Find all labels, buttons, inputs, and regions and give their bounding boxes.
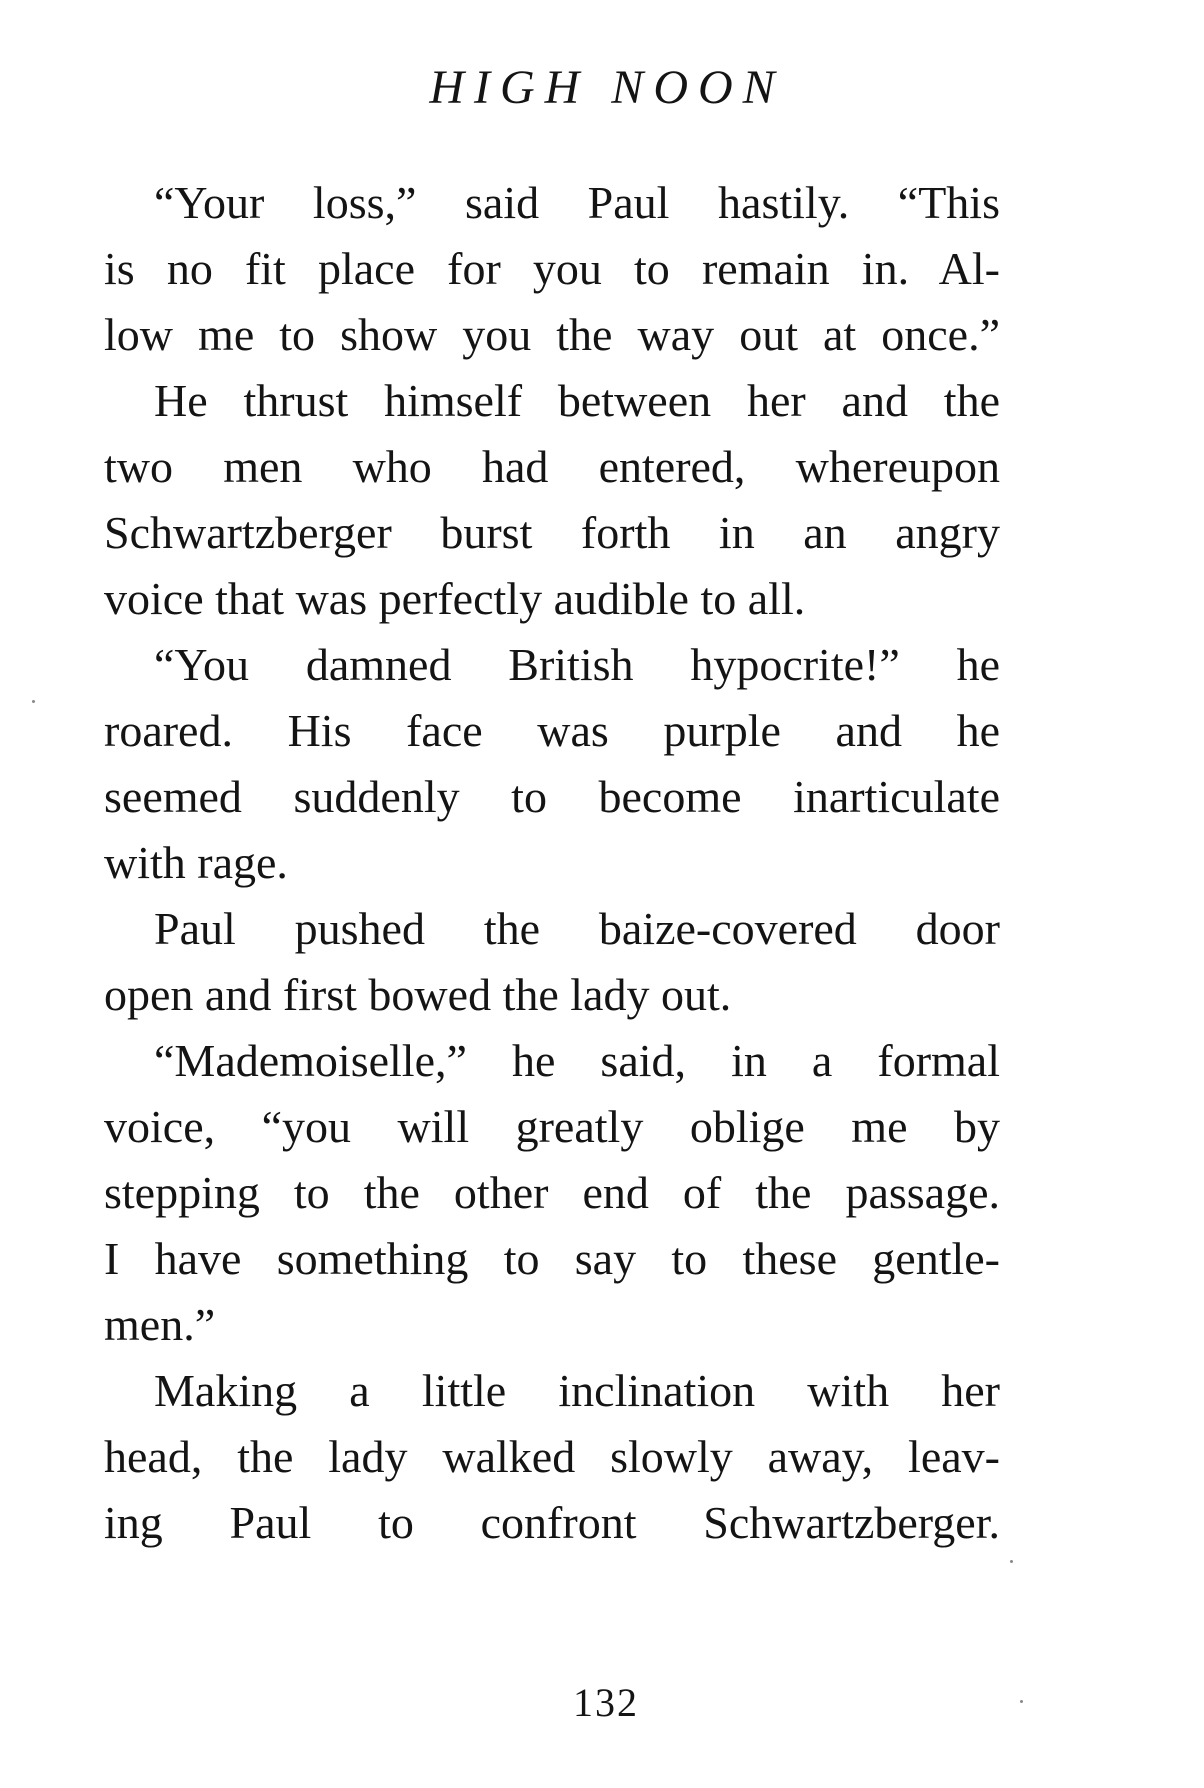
text-line: is no fit place for you to remain in. Al- — [104, 243, 1000, 294]
scan-speck — [32, 700, 35, 703]
page-number: 132 — [573, 1680, 639, 1725]
text-line: roared. His face was purple and he — [104, 705, 1000, 756]
text-line: Paul pushed the baize-covered door — [154, 903, 1000, 954]
text-line: voice that was perfectly audible to all. — [104, 573, 806, 624]
text-line: stepping to the other end of the passage. — [104, 1167, 1000, 1218]
text-line: Making a little inclination with her — [154, 1365, 1000, 1416]
text-line: with rage. — [104, 837, 288, 888]
text-line: I have something to say to these gentle- — [104, 1233, 1000, 1284]
text-line: seemed suddenly to become inarticulate — [104, 771, 1000, 822]
text-line: He thrust himself between her and the — [154, 375, 1000, 426]
text-line: open and first bowed the lady out. — [104, 969, 732, 1020]
text-line: low me to show you the way out at once.” — [104, 309, 1000, 360]
text-line: “Your loss,” said Paul hastily. “This — [154, 177, 1000, 228]
body-text — [104, 170, 1000, 1556]
text-line: head, the lady walked slowly away, leav- — [104, 1431, 1000, 1482]
scan-speck — [1020, 1700, 1023, 1703]
text-line: two men who had entered, whereupon — [104, 441, 1000, 492]
text-line: “You damned British hypocrite!” he — [154, 639, 1000, 690]
scan-speck — [1010, 1560, 1013, 1563]
text-line: ing Paul to confront Schwartzberger. — [104, 1497, 1000, 1548]
running-head: HIGH NOON — [429, 61, 785, 114]
text-line: Schwartzberger burst forth in an angry — [104, 507, 1000, 558]
text-line: “Mademoiselle,” he said, in a formal — [154, 1035, 1000, 1086]
text-line: voice, “you will greatly oblige me by — [104, 1101, 1000, 1152]
text-line: men.” — [104, 1299, 216, 1350]
